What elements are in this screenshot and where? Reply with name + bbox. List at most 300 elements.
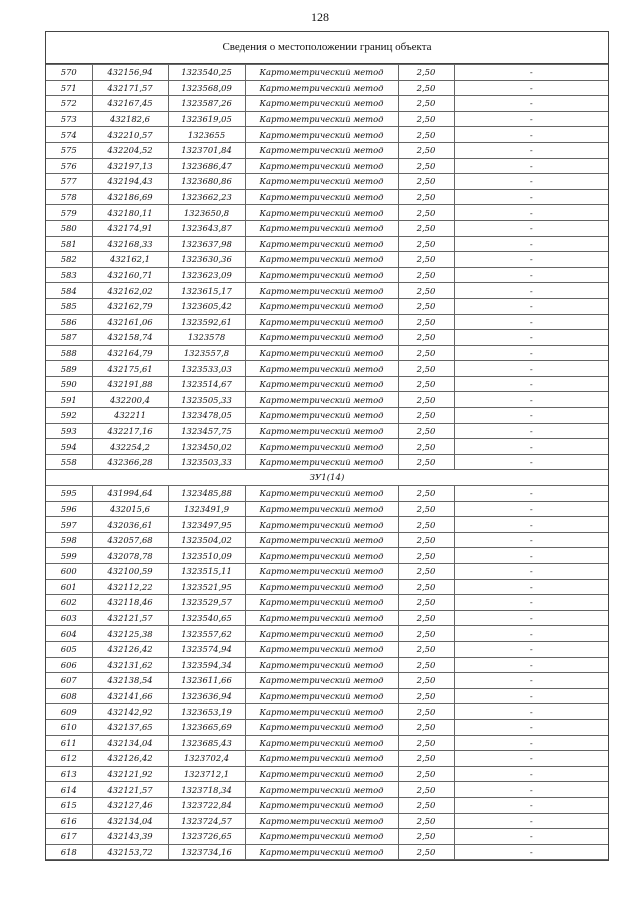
table-row	[46, 330, 608, 346]
point-number-cell: 592	[46, 408, 92, 424]
y-coordinate-cell: 1323540,25	[168, 65, 245, 81]
point-number-cell: 607	[46, 673, 92, 689]
x-coordinate-cell: 432125,38	[92, 626, 168, 642]
x-coordinate-cell: 432171,57	[92, 80, 168, 96]
x-coordinate-cell: 432162,79	[92, 298, 168, 314]
y-coordinate-cell: 1323485,88	[168, 486, 245, 502]
point-number-cell: 589	[46, 361, 92, 377]
y-coordinate-cell: 1323497,95	[168, 517, 245, 533]
accuracy-cell: 2,50	[398, 65, 454, 81]
description-cell: -	[454, 439, 608, 455]
point-number-cell: 591	[46, 392, 92, 408]
method-cell: Картометрический метод	[245, 283, 398, 299]
point-number-cell: 594	[46, 439, 92, 455]
x-coordinate-cell: 432200,4	[92, 392, 168, 408]
x-coordinate-cell: 432366,28	[92, 454, 168, 470]
method-cell: Картометрический метод	[245, 80, 398, 96]
table-row	[46, 189, 608, 205]
table-row	[46, 314, 608, 330]
y-coordinate-cell: 1323510,09	[168, 548, 245, 564]
y-coordinate-cell: 1323592,61	[168, 314, 245, 330]
accuracy-cell: 2,50	[398, 174, 454, 190]
y-coordinate-cell: 1323655	[168, 127, 245, 143]
x-coordinate-cell: 432168,33	[92, 236, 168, 252]
point-number-cell: 599	[46, 548, 92, 564]
method-cell: Картометрический метод	[245, 174, 398, 190]
y-coordinate-cell: 1323505,33	[168, 392, 245, 408]
y-coordinate-cell: 1323478,05	[168, 408, 245, 424]
section-label: ЗУ1(14)	[46, 470, 608, 486]
x-coordinate-cell: 432143,39	[92, 829, 168, 845]
description-cell: -	[454, 751, 608, 767]
rows-after-section	[46, 486, 608, 860]
description-cell: -	[454, 735, 608, 751]
table-row	[46, 439, 608, 455]
x-coordinate-cell: 432126,42	[92, 641, 168, 657]
y-coordinate-cell: 1323491,9	[168, 501, 245, 517]
table-row	[46, 298, 608, 314]
y-coordinate-cell: 1323662,23	[168, 189, 245, 205]
table-row	[46, 486, 608, 502]
accuracy-cell: 2,50	[398, 579, 454, 595]
accuracy-cell: 2,50	[398, 719, 454, 735]
point-number-cell: 614	[46, 782, 92, 798]
point-number-cell: 572	[46, 96, 92, 112]
point-number-cell: 615	[46, 797, 92, 813]
x-coordinate-cell: 432121,57	[92, 782, 168, 798]
description-cell: -	[454, 782, 608, 798]
table-row	[46, 267, 608, 283]
accuracy-cell: 2,50	[398, 158, 454, 174]
point-number-cell: 611	[46, 735, 92, 751]
y-coordinate-cell: 1323718,34	[168, 782, 245, 798]
point-number-cell: 610	[46, 719, 92, 735]
method-cell: Картометрический метод	[245, 298, 398, 314]
description-cell: -	[454, 548, 608, 564]
accuracy-cell: 2,50	[398, 501, 454, 517]
accuracy-cell: 2,50	[398, 96, 454, 112]
section-row	[46, 470, 608, 486]
description-cell: -	[454, 595, 608, 611]
description-cell: -	[454, 283, 608, 299]
description-cell: -	[454, 564, 608, 580]
accuracy-cell: 2,50	[398, 220, 454, 236]
table-row	[46, 688, 608, 704]
x-coordinate-cell: 432134,04	[92, 735, 168, 751]
method-cell: Картометрический метод	[245, 751, 398, 767]
point-number-cell: 604	[46, 626, 92, 642]
description-cell: -	[454, 376, 608, 392]
y-coordinate-cell: 1323619,05	[168, 111, 245, 127]
point-number-cell: 609	[46, 704, 92, 720]
description-cell: -	[454, 361, 608, 377]
accuracy-cell: 2,50	[398, 283, 454, 299]
table-row	[46, 548, 608, 564]
x-coordinate-cell: 432191,88	[92, 376, 168, 392]
table-row	[46, 579, 608, 595]
accuracy-cell: 2,50	[398, 797, 454, 813]
y-coordinate-cell: 1323636,94	[168, 688, 245, 704]
x-coordinate-cell: 432118,46	[92, 595, 168, 611]
accuracy-cell: 2,50	[398, 267, 454, 283]
accuracy-cell: 2,50	[398, 454, 454, 470]
point-number-cell: 613	[46, 766, 92, 782]
accuracy-cell: 2,50	[398, 330, 454, 346]
x-coordinate-cell: 432138,54	[92, 673, 168, 689]
method-cell: Картометрический метод	[245, 220, 398, 236]
table-row	[46, 782, 608, 798]
method-cell: Картометрический метод	[245, 486, 398, 502]
x-coordinate-cell: 432156,94	[92, 65, 168, 81]
method-cell: Картометрический метод	[245, 96, 398, 112]
table-row	[46, 501, 608, 517]
table-row	[46, 361, 608, 377]
point-number-cell: 605	[46, 641, 92, 657]
point-number-cell: 587	[46, 330, 92, 346]
table-row	[46, 673, 608, 689]
y-coordinate-cell: 1323521,95	[168, 579, 245, 595]
y-coordinate-cell: 1323529,57	[168, 595, 245, 611]
point-number-cell: 600	[46, 564, 92, 580]
accuracy-cell: 2,50	[398, 657, 454, 673]
method-cell: Картометрический метод	[245, 813, 398, 829]
x-coordinate-cell: 432057,68	[92, 532, 168, 548]
y-coordinate-cell: 1323557,62	[168, 626, 245, 642]
description-cell: -	[454, 641, 608, 657]
y-coordinate-cell: 1323540,65	[168, 610, 245, 626]
x-coordinate-cell: 432254,2	[92, 439, 168, 455]
method-cell: Картометрический метод	[245, 626, 398, 642]
table-row	[46, 735, 608, 751]
method-cell: Картометрический метод	[245, 158, 398, 174]
accuracy-cell: 2,50	[398, 673, 454, 689]
table-row	[46, 80, 608, 96]
y-coordinate-cell: 1323594,34	[168, 657, 245, 673]
method-cell: Картометрический метод	[245, 595, 398, 611]
table-row	[46, 111, 608, 127]
table-title: Сведения о местоположении границ объекта	[46, 32, 608, 64]
x-coordinate-cell: 432211	[92, 408, 168, 424]
description-cell: -	[454, 517, 608, 533]
point-number-cell: 558	[46, 454, 92, 470]
point-number-cell: 616	[46, 813, 92, 829]
point-number-cell: 595	[46, 486, 92, 502]
y-coordinate-cell: 1323665,69	[168, 719, 245, 735]
method-cell: Картометрический метод	[245, 641, 398, 657]
x-coordinate-cell: 432126,42	[92, 751, 168, 767]
accuracy-cell: 2,50	[398, 298, 454, 314]
y-coordinate-cell: 1323712,1	[168, 766, 245, 782]
table-row	[46, 657, 608, 673]
point-number-cell: 579	[46, 205, 92, 221]
x-coordinate-cell: 432167,45	[92, 96, 168, 112]
accuracy-cell: 2,50	[398, 142, 454, 158]
y-coordinate-cell: 1323685,43	[168, 735, 245, 751]
y-coordinate-cell: 1323587,26	[168, 96, 245, 112]
x-coordinate-cell: 432142,92	[92, 704, 168, 720]
description-cell: -	[454, 844, 608, 860]
description-cell: -	[454, 532, 608, 548]
accuracy-cell: 2,50	[398, 641, 454, 657]
description-cell: -	[454, 423, 608, 439]
table-row	[46, 142, 608, 158]
y-coordinate-cell: 1323503,33	[168, 454, 245, 470]
method-cell: Картометрический метод	[245, 844, 398, 860]
x-coordinate-cell: 432121,57	[92, 610, 168, 626]
x-coordinate-cell: 432112,22	[92, 579, 168, 595]
accuracy-cell: 2,50	[398, 595, 454, 611]
y-coordinate-cell: 1323578	[168, 330, 245, 346]
method-cell: Картометрический метод	[245, 127, 398, 143]
point-number-cell: 593	[46, 423, 92, 439]
coordinates-table	[46, 64, 608, 860]
table-row	[46, 704, 608, 720]
point-number-cell: 596	[46, 501, 92, 517]
description-cell: -	[454, 96, 608, 112]
method-cell: Картометрический метод	[245, 688, 398, 704]
section-header	[46, 470, 608, 486]
table-row	[46, 345, 608, 361]
accuracy-cell: 2,50	[398, 735, 454, 751]
x-coordinate-cell: 432175,61	[92, 361, 168, 377]
accuracy-cell: 2,50	[398, 80, 454, 96]
y-coordinate-cell: 1323643,87	[168, 220, 245, 236]
x-coordinate-cell: 432015,6	[92, 501, 168, 517]
method-cell: Картометрический метод	[245, 719, 398, 735]
table-row	[46, 751, 608, 767]
description-cell: -	[454, 205, 608, 221]
x-coordinate-cell: 432186,69	[92, 189, 168, 205]
method-cell: Картометрический метод	[245, 142, 398, 158]
table-row	[46, 595, 608, 611]
table-row	[46, 392, 608, 408]
method-cell: Картометрический метод	[245, 704, 398, 720]
method-cell: Картометрический метод	[245, 610, 398, 626]
method-cell: Картометрический метод	[245, 564, 398, 580]
accuracy-cell: 2,50	[398, 486, 454, 502]
description-cell: -	[454, 236, 608, 252]
table-row	[46, 283, 608, 299]
table-row	[46, 220, 608, 236]
x-coordinate-cell: 432197,13	[92, 158, 168, 174]
x-coordinate-cell: 432174,91	[92, 220, 168, 236]
x-coordinate-cell: 432121,92	[92, 766, 168, 782]
method-cell: Картометрический метод	[245, 548, 398, 564]
y-coordinate-cell: 1323722,84	[168, 797, 245, 813]
y-coordinate-cell: 1323686,47	[168, 158, 245, 174]
y-coordinate-cell: 1323514,67	[168, 376, 245, 392]
point-number-cell: 603	[46, 610, 92, 626]
x-coordinate-cell: 432161,06	[92, 314, 168, 330]
y-coordinate-cell: 1323605,42	[168, 298, 245, 314]
point-number-cell: 606	[46, 657, 92, 673]
table-row	[46, 532, 608, 548]
description-cell: -	[454, 657, 608, 673]
method-cell: Картометрический метод	[245, 782, 398, 798]
point-number-cell: 584	[46, 283, 92, 299]
point-number-cell: 571	[46, 80, 92, 96]
table-row	[46, 641, 608, 657]
description-cell: -	[454, 142, 608, 158]
accuracy-cell: 2,50	[398, 189, 454, 205]
description-cell: -	[454, 314, 608, 330]
description-cell: -	[454, 704, 608, 720]
table-row	[46, 766, 608, 782]
method-cell: Картометрический метод	[245, 205, 398, 221]
accuracy-cell: 2,50	[398, 626, 454, 642]
method-cell: Картометрический метод	[245, 330, 398, 346]
table-row	[46, 797, 608, 813]
description-cell: -	[454, 454, 608, 470]
x-coordinate-cell: 432160,71	[92, 267, 168, 283]
y-coordinate-cell: 1323623,09	[168, 267, 245, 283]
accuracy-cell: 2,50	[398, 439, 454, 455]
accuracy-cell: 2,50	[398, 688, 454, 704]
x-coordinate-cell: 432158,74	[92, 330, 168, 346]
y-coordinate-cell: 1323568,09	[168, 80, 245, 96]
description-cell: -	[454, 220, 608, 236]
table-row	[46, 423, 608, 439]
point-number-cell: 576	[46, 158, 92, 174]
x-coordinate-cell: 432180,11	[92, 205, 168, 221]
table-row	[46, 158, 608, 174]
y-coordinate-cell: 1323533,03	[168, 361, 245, 377]
table-row	[46, 610, 608, 626]
table-row	[46, 65, 608, 81]
description-cell: -	[454, 158, 608, 174]
description-cell: -	[454, 80, 608, 96]
point-number-cell: 578	[46, 189, 92, 205]
y-coordinate-cell: 1323724,57	[168, 813, 245, 829]
description-cell: -	[454, 501, 608, 517]
description-cell: -	[454, 345, 608, 361]
y-coordinate-cell: 1323653,19	[168, 704, 245, 720]
accuracy-cell: 2,50	[398, 314, 454, 330]
x-coordinate-cell: 432036,61	[92, 517, 168, 533]
description-cell: -	[454, 673, 608, 689]
table-row	[46, 205, 608, 221]
method-cell: Картометрический метод	[245, 766, 398, 782]
method-cell: Картометрический метод	[245, 345, 398, 361]
method-cell: Картометрический метод	[245, 423, 398, 439]
description-cell: -	[454, 65, 608, 81]
accuracy-cell: 2,50	[398, 829, 454, 845]
y-coordinate-cell: 1323450,02	[168, 439, 245, 455]
accuracy-cell: 2,50	[398, 782, 454, 798]
point-number-cell: 580	[46, 220, 92, 236]
point-number-cell: 588	[46, 345, 92, 361]
method-cell: Картометрический метод	[245, 267, 398, 283]
accuracy-cell: 2,50	[398, 766, 454, 782]
description-cell: -	[454, 252, 608, 268]
accuracy-cell: 2,50	[398, 610, 454, 626]
x-coordinate-cell: 432204,52	[92, 142, 168, 158]
description-cell: -	[454, 111, 608, 127]
x-coordinate-cell: 432131,62	[92, 657, 168, 673]
method-cell: Картометрический метод	[245, 501, 398, 517]
method-cell: Картометрический метод	[245, 454, 398, 470]
point-number-cell: 574	[46, 127, 92, 143]
x-coordinate-cell: 432100,59	[92, 564, 168, 580]
boundary-table-frame	[45, 31, 609, 861]
y-coordinate-cell: 1323650,8	[168, 205, 245, 221]
description-cell: -	[454, 392, 608, 408]
accuracy-cell: 2,50	[398, 236, 454, 252]
point-number-cell: 618	[46, 844, 92, 860]
accuracy-cell: 2,50	[398, 127, 454, 143]
point-number-cell: 575	[46, 142, 92, 158]
point-number-cell: 583	[46, 267, 92, 283]
table-row	[46, 376, 608, 392]
method-cell: Картометрический метод	[245, 735, 398, 751]
method-cell: Картометрический метод	[245, 65, 398, 81]
x-coordinate-cell: 432164,79	[92, 345, 168, 361]
description-cell: -	[454, 813, 608, 829]
table-row	[46, 174, 608, 190]
y-coordinate-cell: 1323637,98	[168, 236, 245, 252]
description-cell: -	[454, 766, 608, 782]
point-number-cell: 608	[46, 688, 92, 704]
method-cell: Картометрический метод	[245, 189, 398, 205]
point-number-cell: 577	[46, 174, 92, 190]
accuracy-cell: 2,50	[398, 252, 454, 268]
method-cell: Картометрический метод	[245, 376, 398, 392]
y-coordinate-cell: 1323680,86	[168, 174, 245, 190]
point-number-cell: 570	[46, 65, 92, 81]
method-cell: Картометрический метод	[245, 392, 398, 408]
description-cell: -	[454, 174, 608, 190]
description-cell: -	[454, 719, 608, 735]
x-coordinate-cell: 432137,65	[92, 719, 168, 735]
point-number-cell: 573	[46, 111, 92, 127]
x-coordinate-cell: 432134,04	[92, 813, 168, 829]
table-row	[46, 626, 608, 642]
accuracy-cell: 2,50	[398, 548, 454, 564]
description-cell: -	[454, 829, 608, 845]
y-coordinate-cell: 1323630,36	[168, 252, 245, 268]
table-row	[46, 96, 608, 112]
description-cell: -	[454, 267, 608, 283]
table-row	[46, 844, 608, 860]
x-coordinate-cell: 432162,1	[92, 252, 168, 268]
method-cell: Картометрический метод	[245, 829, 398, 845]
method-cell: Картометрический метод	[245, 361, 398, 377]
table-row	[46, 127, 608, 143]
x-coordinate-cell: 432194,43	[92, 174, 168, 190]
accuracy-cell: 2,50	[398, 392, 454, 408]
y-coordinate-cell: 1323734,16	[168, 844, 245, 860]
y-coordinate-cell: 1323557,8	[168, 345, 245, 361]
y-coordinate-cell: 1323701,84	[168, 142, 245, 158]
accuracy-cell: 2,50	[398, 408, 454, 424]
method-cell: Картометрический метод	[245, 236, 398, 252]
description-cell: -	[454, 486, 608, 502]
description-cell: -	[454, 189, 608, 205]
table-row	[46, 252, 608, 268]
method-cell: Картометрический метод	[245, 314, 398, 330]
accuracy-cell: 2,50	[398, 564, 454, 580]
table-row	[46, 829, 608, 845]
description-cell: -	[454, 298, 608, 314]
x-coordinate-cell: 432127,46	[92, 797, 168, 813]
accuracy-cell: 2,50	[398, 111, 454, 127]
description-cell: -	[454, 626, 608, 642]
accuracy-cell: 2,50	[398, 844, 454, 860]
method-cell: Картометрический метод	[245, 673, 398, 689]
accuracy-cell: 2,50	[398, 423, 454, 439]
point-number-cell: 601	[46, 579, 92, 595]
method-cell: Картометрический метод	[245, 517, 398, 533]
